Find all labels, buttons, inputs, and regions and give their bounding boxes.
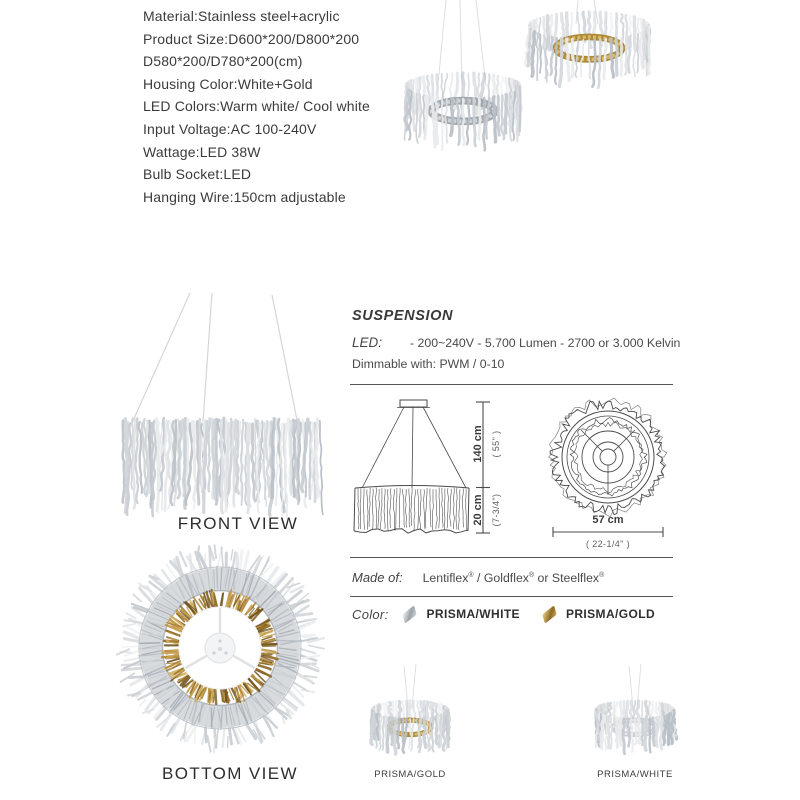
- band-cm-label: 20 cm: [472, 494, 484, 526]
- product-label-prisma-white: PRISMA/WHITE: [597, 769, 673, 780]
- drop-inch-label: ( 55" ): [491, 430, 501, 458]
- spec-list: [143, 5, 370, 208]
- divider-top: [350, 384, 673, 385]
- spec-bulb-socket: Bulb Socket:LED: [143, 166, 252, 183]
- led-value: - 200~240V - 5.700 Lumen - 2700 or 3.000 Kelvin: [410, 336, 681, 350]
- front-view-label: FRONT VIEW: [177, 514, 299, 533]
- divider-made-of: [350, 557, 673, 558]
- bottom-view-photo: [96, 543, 344, 761]
- made-of-row: [352, 570, 604, 585]
- suspension-title: SUSPENSION: [352, 308, 454, 324]
- spec-hanging-wire: Hanging Wire:150cm adjustable: [143, 188, 346, 205]
- spec-input-voltage: Input Voltage:AC 100-240V: [143, 120, 317, 137]
- spec-housing-color: Housing Color:White+Gold: [143, 75, 313, 92]
- product-thumb-prisma-white: [583, 648, 687, 763]
- spec-wattage: Wattage:LED 38W: [143, 143, 261, 160]
- led-spec-row: [352, 335, 680, 350]
- product-thumb-prisma-gold: [358, 648, 462, 763]
- band-inch-label: (7-3/4"): [491, 493, 501, 527]
- diameter-inch-label: ( 22-1/4" ): [585, 539, 631, 549]
- front-view-photo: [98, 285, 348, 520]
- hero-chandelier-photos: [388, 0, 678, 158]
- color-label: Color:: [352, 606, 389, 622]
- spec-material: Material:Stainless steel+acrylic: [143, 8, 340, 24]
- pendant-top-drawing: [549, 398, 667, 517]
- color-option-prisma-gold: PRISMA/GOLD: [565, 607, 656, 621]
- product-label-prisma-gold: PRISMA/GOLD: [374, 769, 446, 780]
- color-row: [352, 604, 655, 624]
- led-label: LED:: [352, 335, 383, 350]
- made-of-label: Made of:: [352, 570, 403, 585]
- diameter-dimension-line: [553, 514, 663, 549]
- bottom-view-label: BOTTOM VIEW: [162, 764, 298, 783]
- made-of-value: Lentiflex® / Goldflex® or Steelflex®: [422, 571, 605, 585]
- prisma-gold-swatch-icon: [542, 605, 556, 624]
- pendant-side-drawing: [354, 400, 469, 533]
- drop-dimension-line: [472, 402, 501, 533]
- color-option-prisma-white: PRISMA/WHITE: [426, 607, 520, 621]
- diameter-cm-label: 57 cm: [592, 514, 624, 526]
- spec-led-colors: LED Colors:Warm white/ Cool white: [143, 98, 370, 115]
- dimmable-spec: Dimmable with: PWM / 0-10: [352, 357, 505, 371]
- spec-product-size: Product Size:D600*200/D800*200: [143, 30, 360, 47]
- spec-product-size-2: D580*200/D780*200(cm): [143, 53, 303, 70]
- dimension-diagram: [350, 392, 674, 558]
- divider-color: [350, 596, 673, 597]
- prisma-white-swatch-icon: [403, 605, 417, 624]
- drop-cm-label: 140 cm: [472, 425, 484, 463]
